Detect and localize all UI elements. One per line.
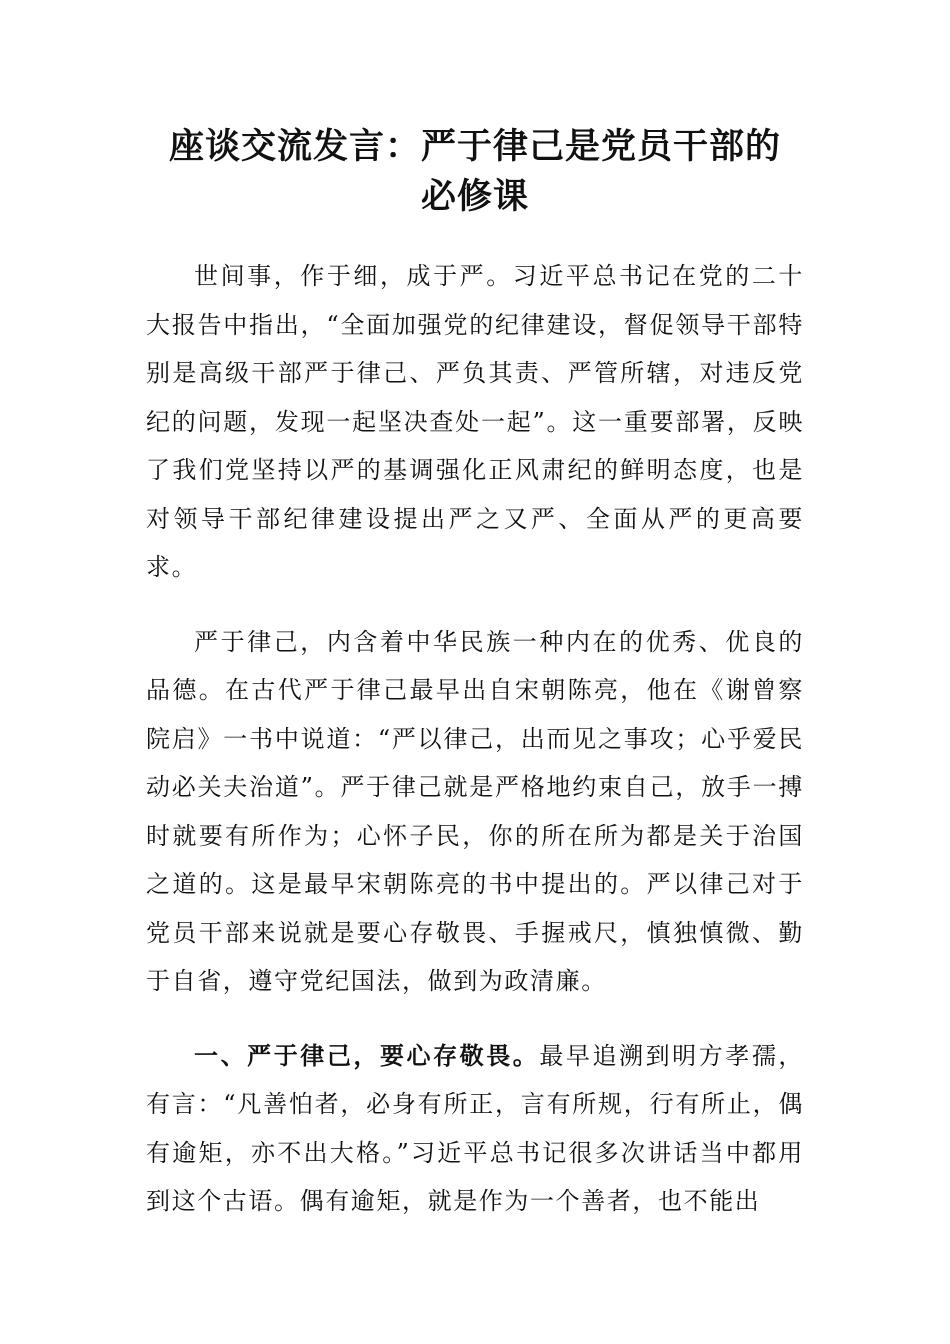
paragraph-3-text: 最早追溯到明方孝孺，有言：“凡善怕者，必身有所正，言有所规，行有所止，偶有逾矩，亦不出大格。”习近平总书记很多次讲话当中都用到这个古语。偶有逾矩，就是作为一个善者，也不能出: [146, 1041, 804, 1215]
document-body: [146, 252, 804, 1252]
paragraph-1: [146, 252, 804, 592]
paragraph-1-text: 世间事，作于细，成于严。习近平总书记在党的二十大报告中指出，“全面加强党的纪律建设，督促领导干部特别是高级干部严于律己、严负其责、严管所辖，对违反党纪的问题，发现一起坚决查处一起”。这一重要部署，反映了我们党坚持以严的基调强化正风肃纪的鲜明态度，也是对领导干部纪律建设提出严之又严、全面从严的更高要求。: [146, 262, 804, 581]
title-line-1: 座谈交流发言：严于律己是党员干部的: [168, 126, 781, 167]
document-title: [144, 122, 806, 222]
paragraph-2: [146, 618, 804, 1006]
paragraph-2-text: 严于律己，内含着中华民族一种内在的优秀、优良的品德。在古代严于律己最早出自宋朝陈亮，他在《谢曾察院启》一书中说道：“严以律己，出而见之事攻；心乎爱民动必关夫治道”。严于律己就是严格地约束自己，放手一搏时就要有所作为；心怀子民，你的所在所为都是关于治国之道的。这是最早宋朝陈亮的书中提出的。严以律己对于党员干部来说就是要心存敬畏、手握戒尺，慎独慎微、勤于自省，遵守党纪国法，做到为政清廉。: [146, 627, 804, 995]
title-line-2: 必修课: [420, 176, 529, 217]
paragraph-3: [146, 1032, 804, 1226]
section-heading-1: 一、严于律己，要心存敬畏。: [194, 1040, 540, 1070]
